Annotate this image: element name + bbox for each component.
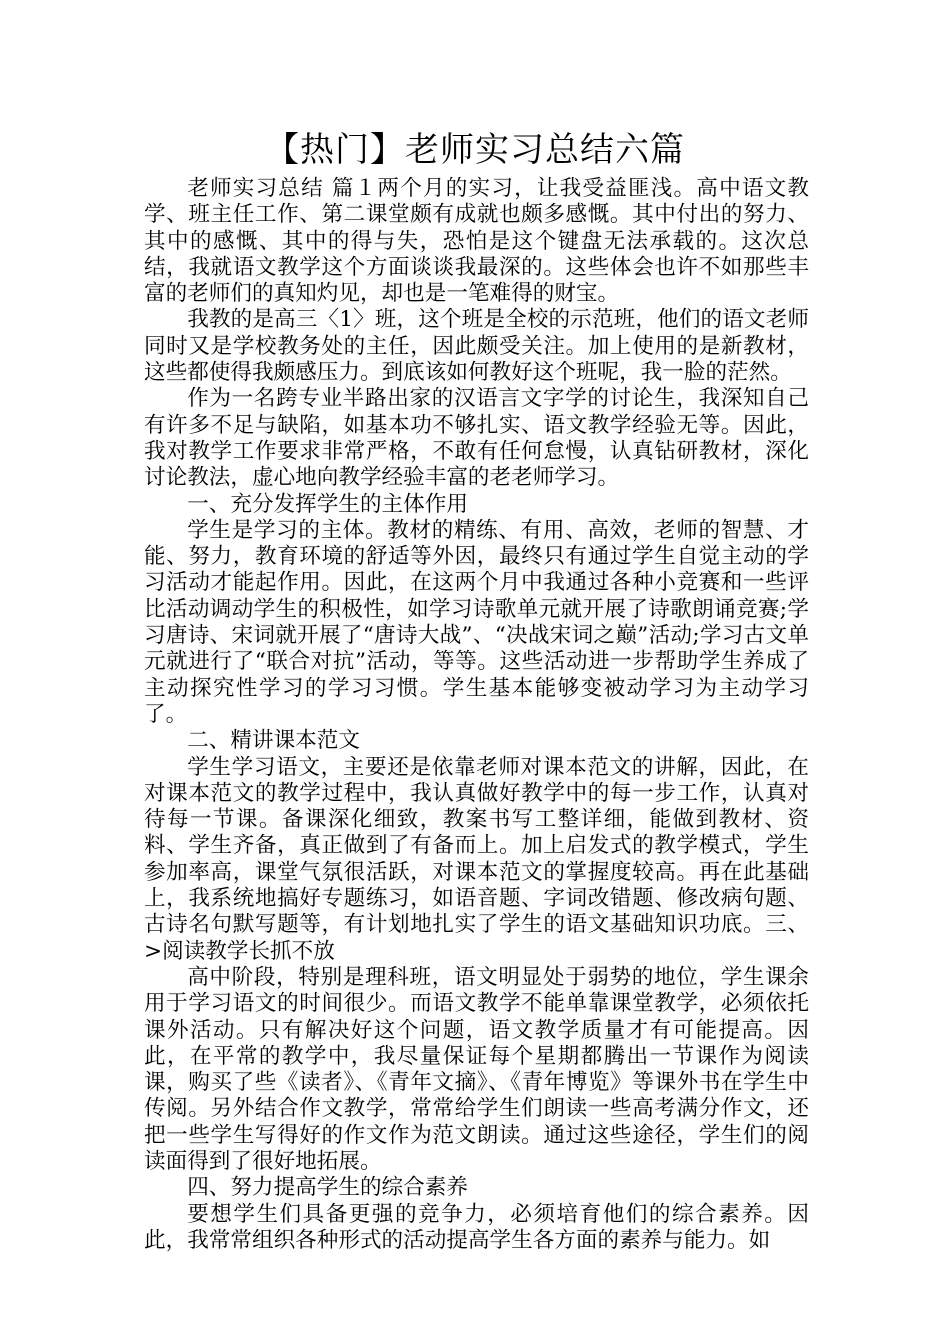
document-body	[144, 176, 809, 1254]
paragraph-section-2: 学生学习语文，主要还是依靠老师对课本范文的讲解，因此，在对课本范文的教学过程中，我认真做好教学中的每一步工作，认真对待每一节课。备课深化细致，教案书写工整详细，能做到教材、资料、学生齐备，真正做到了有备而上。加上启发式的教学模式，学生参加率高，课堂气氛很活跃，对课本范文的掌握度较高。再在此基础上，我系统地搞好专题练习，如语音题、字词改错题、修改病句题、古诗名句默写题等，有计划地扎实了学生的语文基础知识功底。三、>阅读教学长抓不放	[144, 754, 809, 964]
paragraph-section-3: 高中阶段，特别是理科班，语文明显处于弱势的地位，学生课余用于学习语文的时间很少。而语文教学不能单靠课堂教学，必须依托课外活动。只有解决好这个问题，语文教学质量才有可能提高。因此，在平常的教学中，我尽量保证每个星期都腾出一节课作为阅读课，购买了些《读者》、《青年文摘》、《青年博览》等课外书在学生中传阅。另外结合作文教学，常常给学生们朗读一些高考满分作文，还把一些学生写得好的作文作为范文朗读。通过这些途径，学生们的阅读面得到了很好地拓展。	[144, 964, 809, 1174]
paragraph-intro: 老师实习总结 篇１两个月的实习，让我受益匪浅。高中语文教学、班主任工作、第二课堂颇有成就也颇多感慨。其中付出的努力、其中的感慨、其中的得与失，恐怕是这个键盘无法承载的。这次总结，我就语文教学这个方面谈谈我最深的。这些体会也许不如那些丰富的老师们的真知灼见，却也是一笔难得的财宝。	[144, 176, 809, 307]
section-heading-1: 一、充分发挥学生的主体作用	[187, 491, 468, 517]
paragraph-self-reflection: 作为一名跨专业半路出家的汉语言文字学的讨论生，我深知自己有许多不足与缺陷，如基本功不够扎实、语文教学经验无等。因此，我对教学工作要求非常严格，不敢有任何怠慢，认真钻研教材，深化讨论教法，虚心地向教学经验丰富的老老师学习。	[144, 386, 809, 491]
section-heading-2: 二、精讲课本范文	[187, 728, 360, 754]
section-heading-4: 四、努力提高学生的综合素养	[187, 1175, 468, 1201]
paragraph-section-4: 要想学生们具备更强的竞争力，必须培育他们的综合素养。因此，我常常组织各种形式的活动提高学生各方面的素养与能力。如	[144, 1201, 809, 1253]
paragraph-section-1: 学生是学习的主体。教材的精练、有用、高效，老师的智慧、才能、努力，教育环境的舒适等外因，最终只有通过学生自觉主动的学习活动才能起作用。因此，在这两个月中我通过各种小竞赛和一些评比活动调动学生的积极性，如学习诗歌单元就开展了诗歌朗诵竞赛;学习唐诗、宋词就开展了“唐诗大战”、“决战宋词之巅”活动;学习古文单元就进行了“联合对抗”活动，等等。这些活动进一步帮助学生养成了主动探究性学习的学习习惯。学生基本能够变被动学习为主动学习了。	[144, 517, 809, 727]
paragraph-class-background: 我教的是高三〈1〉班，这个班是全校的示范班，他们的语文老师同时又是学校教务处的主任，因此颇受关注。加上使用的是新教材，这些都使得我颇感压力。到底该如何教好这个班呢，我一脸的茫然。	[144, 307, 809, 386]
document-title: 【热门】老师实习总结六篇	[265, 130, 685, 170]
